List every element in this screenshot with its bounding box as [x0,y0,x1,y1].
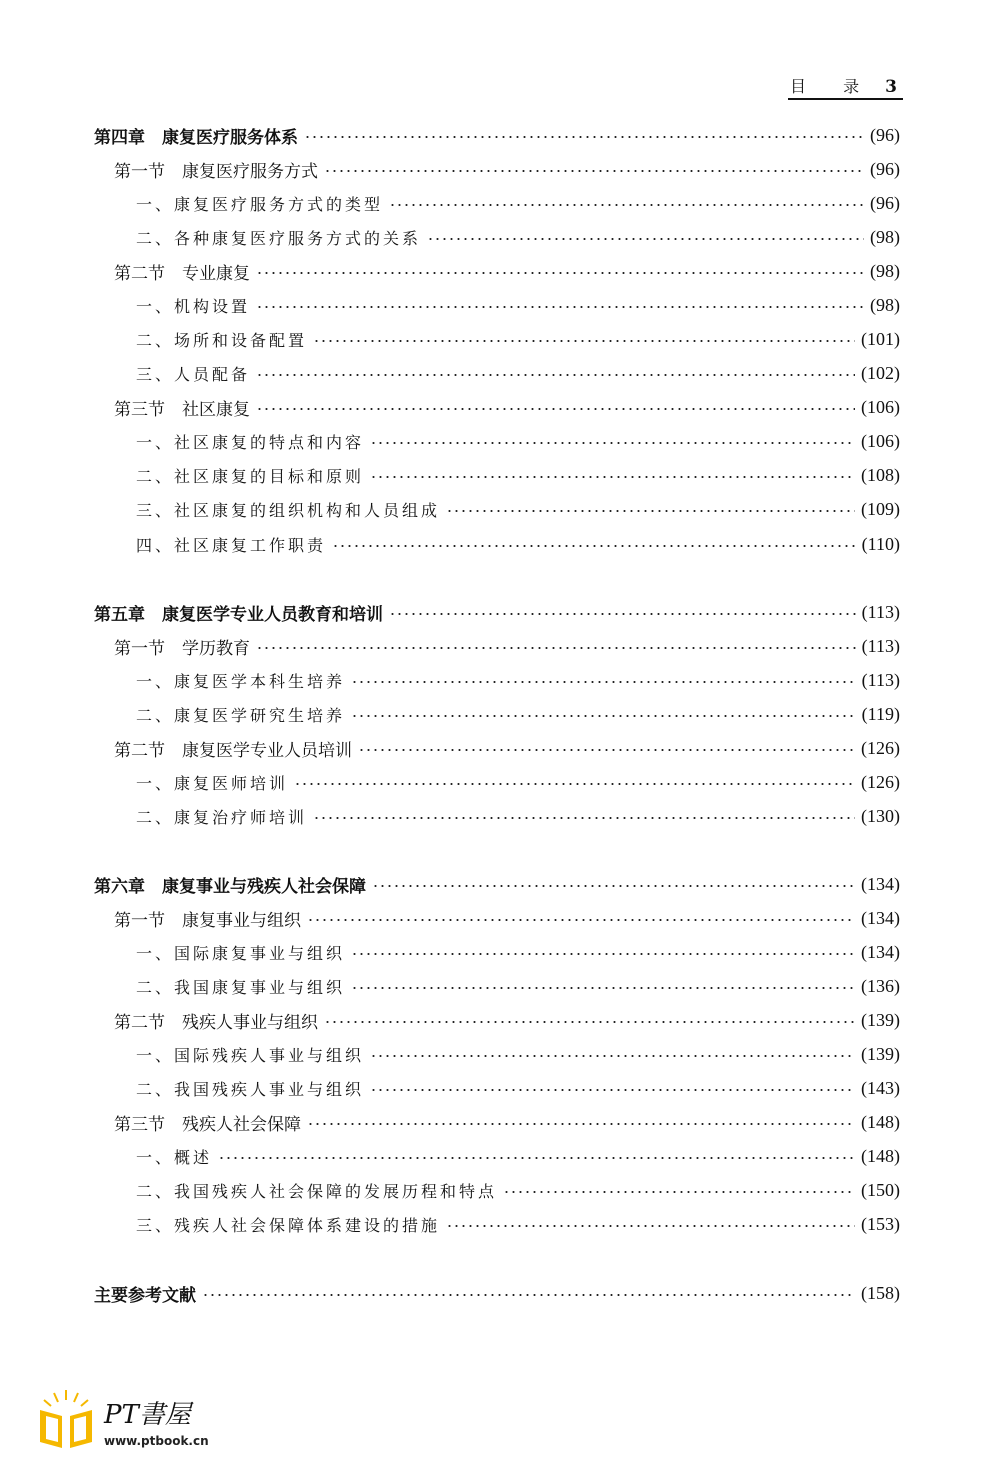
dot-leader [427,238,864,240]
dot-leader [304,136,864,138]
dot-leader [351,953,855,955]
toc-entry-title: 二、康复治疗师培训 [136,807,308,827]
toc-entry-title: 第四章 康复医疗服务体系 [94,127,298,148]
toc-entry-title: 二、场所和设备配置 [136,330,308,350]
toc-entry-item[interactable] [136,461,900,489]
toc-entry-page: (134) [861,907,900,928]
dot-leader [256,408,855,410]
toc-entry-page: (158) [861,1282,900,1303]
dot-leader [389,613,856,615]
dot-leader [256,647,856,649]
toc-entry-item[interactable] [136,427,900,455]
toc-entry-title: 第二节 残疾人事业与组织 [114,1012,318,1033]
dot-leader [370,1055,855,1057]
dot-leader [313,817,855,819]
toc-entry-page: (150) [861,1179,900,1200]
toc-entry-item[interactable] [136,189,900,217]
toc-entry-title: 第三节 残疾人社会保障 [114,1114,301,1135]
toc-entry-item[interactable] [136,1210,900,1238]
watermark-url: www.ptbook.cn [104,1434,209,1448]
dot-leader [351,681,856,683]
toc-entry-title: 二、我国残疾人事业与组织 [136,1079,365,1099]
watermark-name: PT書屋 [104,1400,191,1430]
toc-entry-page: (126) [861,771,900,792]
toc-entry-title: 一、机构设置 [136,296,251,316]
toc-entry-page: (101) [861,328,900,349]
toc-entry-title: 一、康复医疗服务方式的类型 [136,194,384,214]
toc-entry-page: (110) [861,533,900,554]
toc-entry-page: (153) [861,1213,900,1234]
toc-entry-page: (106) [861,430,900,451]
toc-entry-section[interactable] [114,904,900,932]
toc-entry-item[interactable] [136,1176,900,1204]
dot-leader [351,715,856,717]
toc-entry-chapter[interactable] [94,121,900,149]
toc-entry-page: (106) [861,396,900,417]
dot-leader [256,306,864,308]
dot-leader [324,170,864,172]
toc-entry-title: 一、概述 [136,1147,213,1167]
toc-entry-section[interactable] [114,155,900,183]
toc-entry-page: (139) [861,1043,900,1064]
toc-entry-page: (136) [861,975,900,996]
toc-entry-title: 四、社区康复工作职责 [136,535,327,555]
dot-leader [202,1294,855,1296]
toc-entry-item[interactable] [136,802,900,830]
dot-leader [358,749,855,751]
dot-leader [370,442,855,444]
dot-leader [372,885,855,887]
toc-entry-title: 第一节 康复医疗服务方式 [114,161,318,182]
dot-leader [256,374,855,376]
dot-leader [307,919,855,921]
toc-entry-page: (113) [861,669,900,690]
book-logo-icon [34,1388,98,1452]
toc-entry-title: 二、各种康复医疗服务方式的关系 [136,228,422,248]
dot-leader [313,340,855,342]
dot-leader [370,1089,855,1091]
toc-entry-page: (98) [870,294,900,315]
toc-entry-title: 三、残疾人社会保障体系建设的措施 [136,1215,441,1235]
toc-entry-page: (126) [861,737,900,758]
watermark-logo [34,1388,224,1458]
toc-entry-title: 主要参考文献 [94,1285,196,1306]
dot-leader [294,783,855,785]
toc-entry-page: (98) [870,260,900,281]
toc-entry-page: (113) [861,601,900,622]
toc-entry-page: (134) [861,941,900,962]
toc-entry-title: 第一节 学历教育 [114,638,250,659]
toc-entry-chapter[interactable] [94,870,900,898]
toc-entry-page: (98) [870,226,900,247]
running-header [788,76,903,100]
dot-leader [446,1225,855,1227]
toc-entry-item[interactable] [136,700,900,728]
toc-entry-item[interactable] [136,972,900,1000]
toc-entry-page: (96) [870,158,900,179]
toc-entry-page: (96) [870,124,900,145]
toc-entry-title: 第六章 康复事业与残疾人社会保障 [94,876,366,897]
toc-entry-title: 二、康复医学研究生培养 [136,705,346,725]
toc-entry-page: (109) [861,498,900,519]
toc-entry-page: (108) [861,464,900,485]
dot-leader [332,545,856,547]
toc-entry-item[interactable] [136,495,900,523]
toc-entry-item[interactable] [136,666,900,694]
toc-entry-title: 第一节 康复事业与组织 [114,910,301,931]
header-page-number: 3 [885,77,897,97]
toc-entry-item[interactable] [136,768,900,796]
toc-entry-section[interactable] [114,393,900,421]
toc-entry-page: (134) [861,873,900,894]
toc-entry-title: 一、社区康复的特点和内容 [136,432,365,452]
toc-entry-page: (148) [861,1145,900,1166]
toc-entry-page: (148) [861,1111,900,1132]
toc-entry-title: 二、我国康复事业与组织 [136,977,346,997]
toc-entry-page: (119) [861,703,900,724]
toc-entry-title: 一、国际康复事业与组织 [136,943,346,963]
toc-entry-page: (96) [870,192,900,213]
dot-leader [324,1021,855,1023]
toc-entry-page: (139) [861,1009,900,1030]
dot-leader [218,1157,855,1159]
toc-entry-title: 二、社区康复的目标和原则 [136,466,365,486]
dot-leader [370,476,855,478]
toc-entry-title: 二、我国残疾人社会保障的发展历程和特点 [136,1181,498,1201]
dot-leader [256,272,864,274]
toc-entry-chapter[interactable] [94,598,900,626]
dot-leader [503,1191,855,1193]
toc-entry-item[interactable] [136,325,900,353]
toc-entry-title: 一、康复医师培训 [136,773,289,793]
toc-entry-page: (102) [861,362,900,383]
toc-entry-item[interactable] [136,291,900,319]
dot-leader [446,510,855,512]
toc-entry-section[interactable] [114,1108,900,1136]
toc-entry-item[interactable] [136,530,900,558]
toc-entry-item[interactable] [136,1074,900,1102]
toc-entry-item[interactable] [136,1142,900,1170]
toc-entry-item[interactable] [136,938,900,966]
header-label: 目 录 [790,77,876,96]
toc-entry-item[interactable] [136,359,900,387]
toc-entry-title: 第二节 康复医学专业人员培训 [114,740,352,761]
toc-entry-page: (143) [861,1077,900,1098]
toc-entry-chapter[interactable] [94,1279,900,1307]
toc-entry-title: 第五章 康复医学专业人员教育和培训 [94,604,383,625]
dot-leader [307,1123,855,1125]
toc-entry-title: 一、康复医学本科生培养 [136,671,346,691]
toc-entry-section[interactable] [114,257,900,285]
toc-entry-page: (113) [861,635,900,656]
toc-entry-title: 三、社区康复的组织机构和人员组成 [136,500,441,520]
toc-entry-section[interactable] [114,632,900,660]
dot-leader [389,204,864,206]
toc-entry-section[interactable] [114,1006,900,1034]
toc-entry-item[interactable] [136,1040,900,1068]
toc-entry-page: (130) [861,805,900,826]
toc-entry-title: 第二节 专业康复 [114,263,250,284]
toc-entry-item[interactable] [136,223,900,251]
toc-entry-title: 一、国际残疾人事业与组织 [136,1045,365,1065]
toc-entry-title: 三、人员配备 [136,364,251,384]
toc-entry-section[interactable] [114,734,900,762]
dot-leader [351,987,855,989]
toc-entry-title: 第三节 社区康复 [114,399,250,420]
